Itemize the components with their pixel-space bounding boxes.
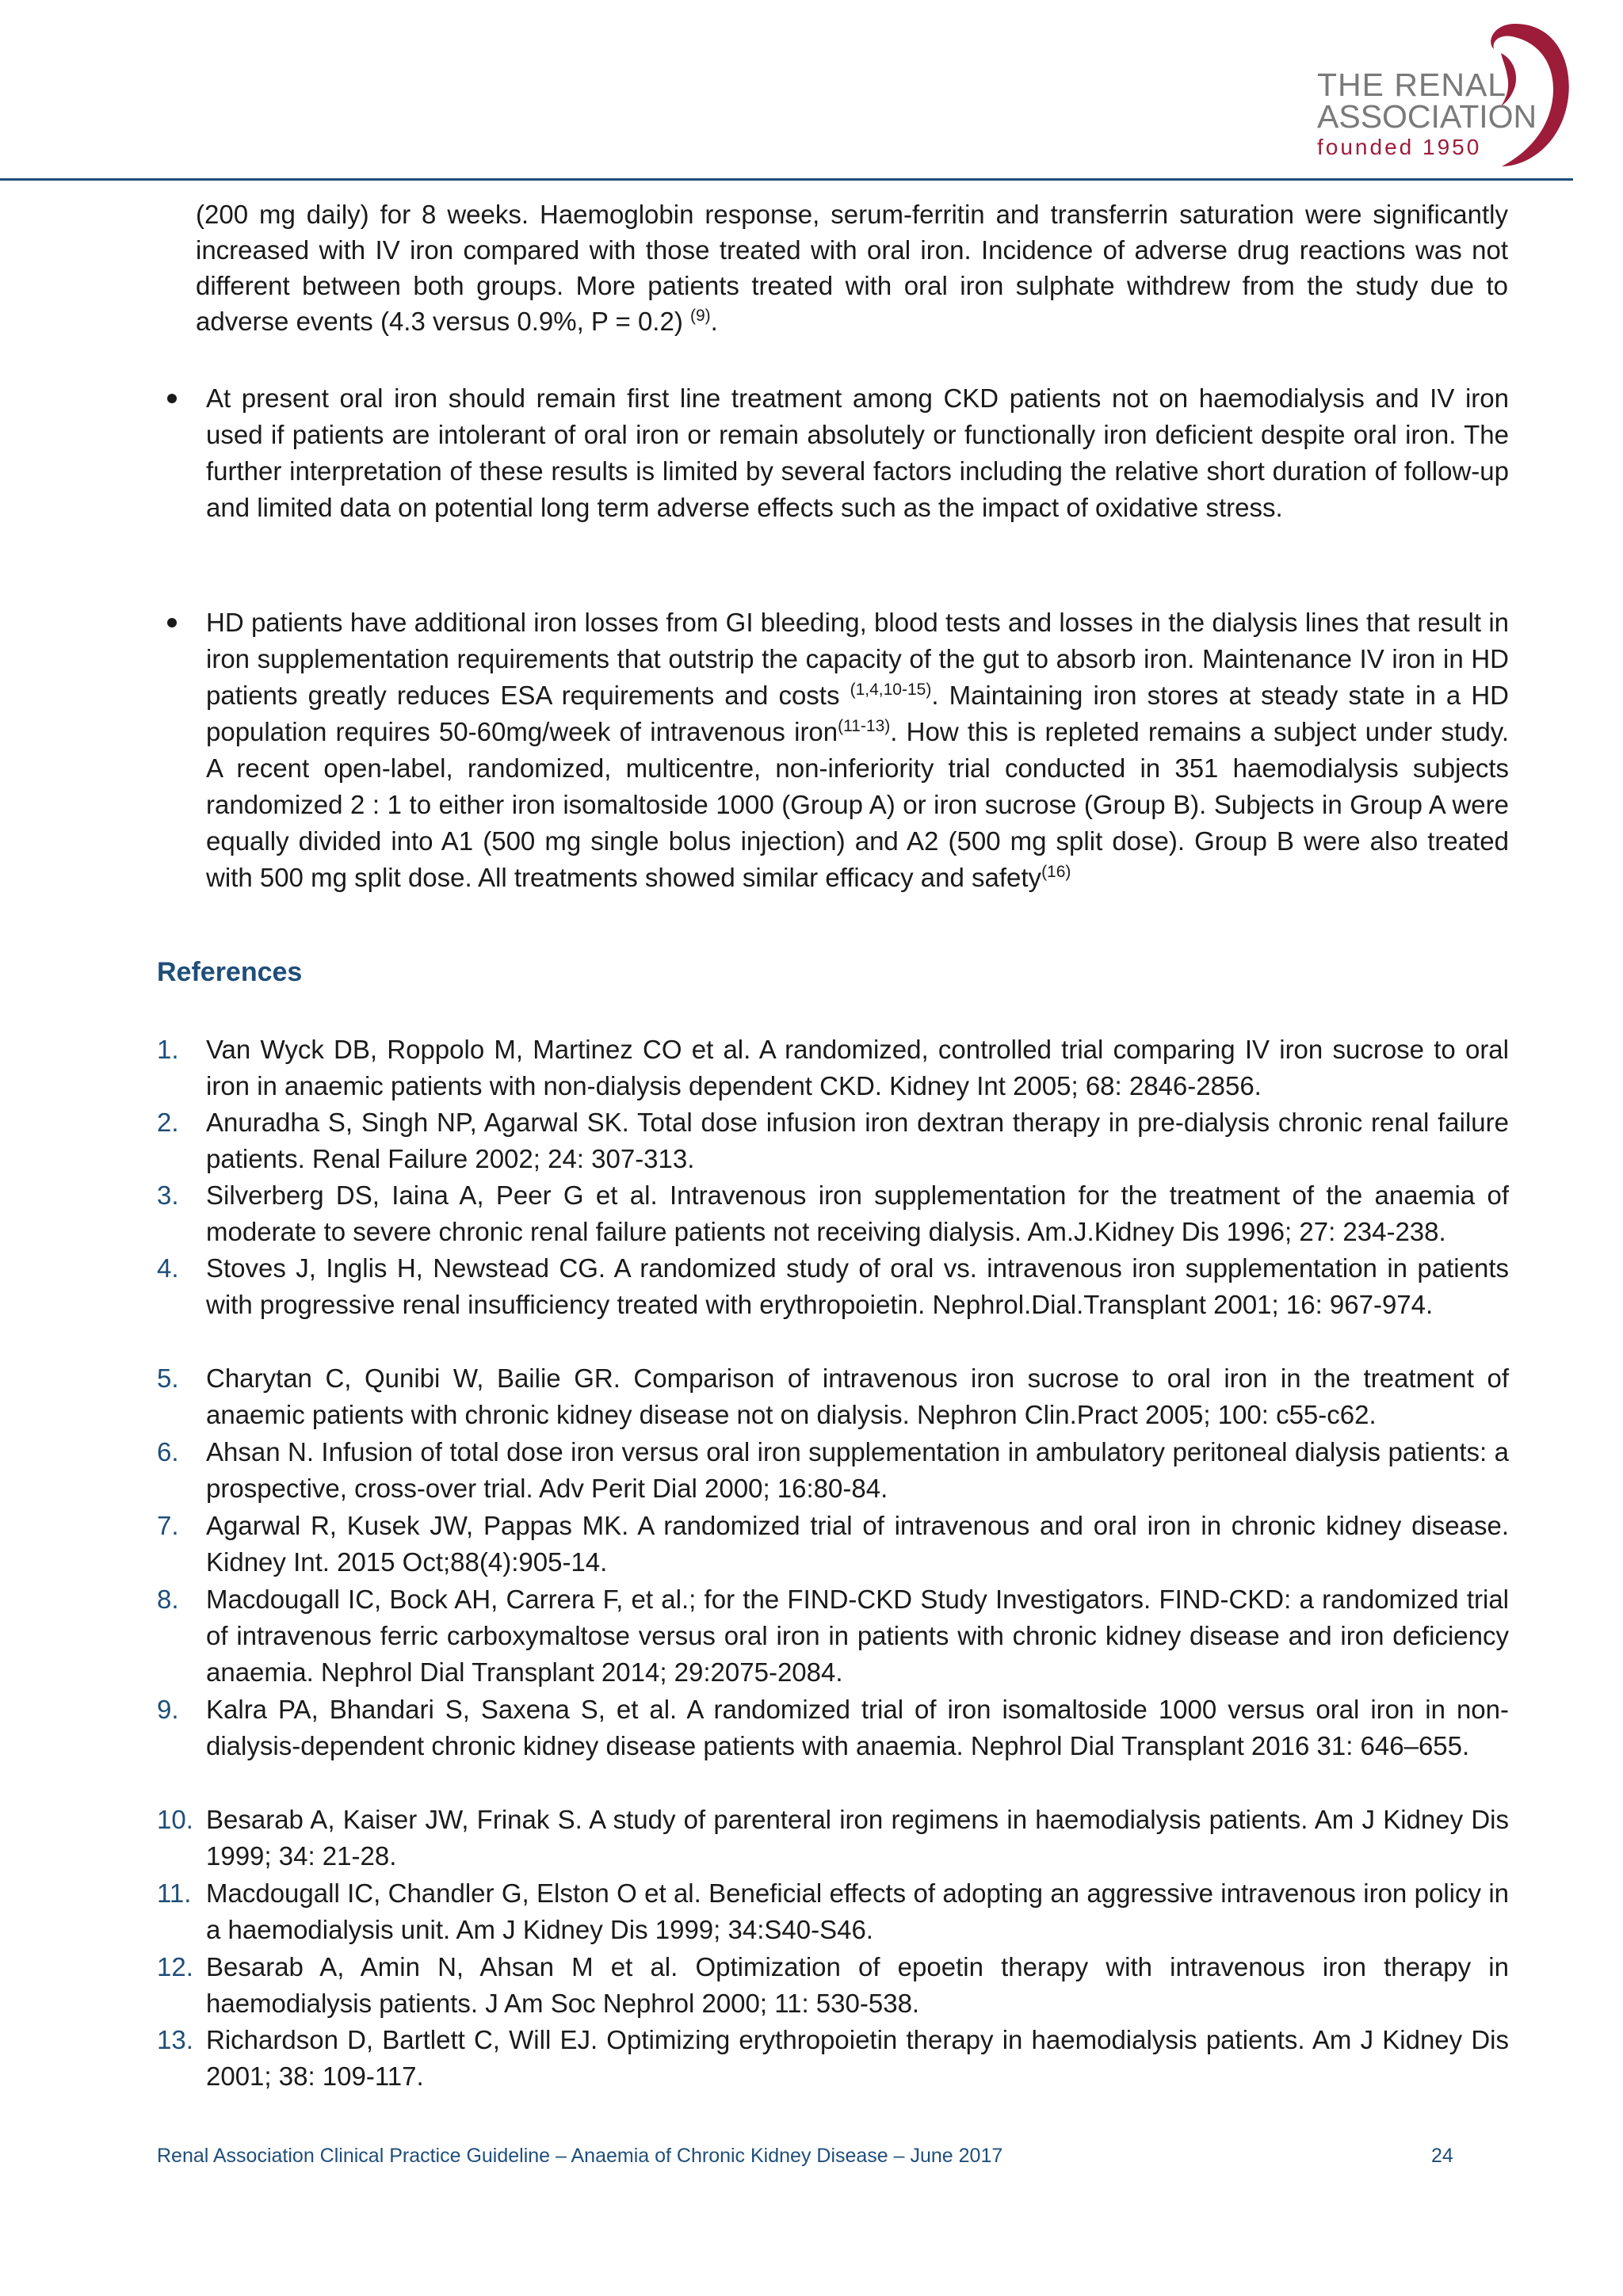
intro-text: (200 mg daily) for 8 weeks. Haemoglobin response, serum-ferritin and transferrin saturation were significantly increased with IV iron compared with those treated with oral iron. Incidence of adverse drug reactions was not different between both groups. More patients treated with oral iron sulphate withdrew from the study due to adverse events (4.3 versus 0.9%, P = 0.2) (196, 200, 1508, 336)
bullet-1-text: At present oral iron should remain first line treatment among CKD patients not on haemodialysis and IV iron used if patients are intolerant of oral iron or remain absolutely or functionally iron deficient despite oral iron. The further interpretation of these results is limited by several factors including the relative short duration of follow-up and limited data on potential long term adverse effects such as the impact of oxidative stress. (206, 383, 1509, 522)
reference-text: Stoves J, Inglis H, Newstead CG. A randomized study of oral vs. intravenous iron supplementation in patients with progressive renal insufficiency treated with erythropoietin. Nephrol.Dial.Transplant 2001; 16: 967-974. (206, 1253, 1509, 1319)
logo-line-2: ASSOCIATION (1317, 98, 1537, 135)
reference-text: Agarwal R, Kusek JW, Pappas MK. A randomized trial of intravenous and oral iron in chronic kidney disease. Kidney Int. 2015 Oct;88(4):905-14. (206, 1511, 1509, 1577)
reference-text: Charytan C, Qunibi W, Bailie GR. Comparison of intravenous iron sucrose to oral iron in the treatment of anaemic patients with chronic kidney disease not on dialysis. Nephron Clin.Pract 2005; 100: c55-c62. (206, 1363, 1509, 1429)
reference-text: Macdougall IC, Bock AH, Carrera F, et al.; for the FIND-CKD Study Investigators. FIND-CKD: a randomized trial of intravenous ferric carboxymaltose versus oral iron in patients with chronic kidney disease and iron deficiency anaemia. Nephrol Dial Transplant 2014; 29:2075-2084. (206, 1585, 1509, 1687)
reference-number: 4. (157, 1253, 179, 1283)
reference-number: 1. (157, 1035, 179, 1064)
bullet-2-citation-2: (11-13) (838, 717, 891, 735)
bullet-paragraph-2 (206, 605, 1509, 896)
intro-end: . (710, 307, 718, 336)
header-divider (0, 178, 1573, 181)
renal-association-logo (1308, 17, 1577, 172)
reference-text: Ahsan N. Infusion of total dose iron versus oral iron supplementation in ambulatory peritoneal dialysis patients: a prospective, cross-over trial. Adv Perit Dial 2000; 16:80-84. (206, 1437, 1509, 1503)
reference-text: Anuradha S, Singh NP, Agarwal SK. Total dose infusion iron dextran therapy in pre-dialysis chronic renal failure patients. Renal Failure 2002; 24: 307-313. (206, 1108, 1509, 1173)
bullet-icon (167, 394, 177, 403)
references-heading: References (157, 957, 303, 987)
reference-text: Van Wyck DB, Roppolo M, Martinez CO et al. A randomized, controlled trial comparing IV iron sucrose to oral iron in anaemic patients with non-dialysis dependent CKD. Kidney Int 2005; 68: 2846-2856. (206, 1035, 1509, 1100)
reference-number: 6. (157, 1437, 179, 1466)
bullet-2-text-part2: . Maintaining iron stores at steady state in a HD population requires 50-60mg/week of intravenous iron (206, 681, 1510, 746)
reference-number: 7. (157, 1511, 179, 1540)
bullet-2-text-part1: HD patients have additional iron losses from GI bleeding, blood tests and losses in the dialysis lines that result in iron supplementation requirements that outstrip the capacity of the gut to absorb iron. Maintenance IV iron in HD patients greatly reduces ESA requirements and costs (206, 608, 1509, 710)
reference-text: Kalra PA, Bhandari S, Saxena S, et al. A randomized trial of iron isomaltoside 1000 versus oral iron in non-dialysis-dependent chronic kidney disease patients with anaemia. Nephrol Dial Transplant 2016 31: 646–655. (206, 1695, 1509, 1760)
intro-paragraph (196, 196, 1508, 339)
reference-number: 12. (157, 1952, 193, 1981)
intro-citation: (9) (689, 307, 711, 325)
reference-text: Silverberg DS, Iaina A, Peer G et al. Intravenous iron supplementation for the treatment of the anaemia of moderate to severe chronic renal failure patients not receiving dialysis. Am.J.Kidney Dis 1996; 27: 234-238. (206, 1180, 1509, 1246)
reference-text: Besarab A, Kaiser JW, Frinak S. A study of parenteral iron regimens in haemodialysis patients. Am J Kidney Dis 1999; 34: 21-28. (206, 1805, 1509, 1871)
bullet-2-text-part3: . How this is repleted remains a subject under study. A recent open-label, randomized, multicentre, non-inferiority trial conducted in 351 haemodialysis subjects randomized 2 : 1 to either iron isomaltoside 1000 (Group A) or iron sucrose (Group B). Subjects in Group A were equally divided into A1 (500 mg single bolus injection) and A2 (500 mg split dose). Group B were also treated with 500 mg split dose. All treatments showed similar efficacy and safety (206, 717, 1509, 892)
bullet-paragraph-1 (206, 380, 1509, 526)
reference-number: 5. (157, 1363, 179, 1393)
page-number: 24 (1431, 2145, 1453, 2167)
reference-text: Besarab A, Amin N, Ahsan M et al. Optimization of epoetin therapy with intravenous iron therapy in haemodialysis patients. J Am Soc Nephrol 2000; 11: 530-538. (206, 1952, 1509, 2018)
footer-title: Renal Association Clinical Practice Guideline – Anaemia of Chronic Kidney Disease – June 2017 (157, 2145, 1003, 2167)
reference-text: Richardson D, Bartlett C, Will EJ. Optimizing erythropoietin therapy in haemodialysis patients. Am J Kidney Dis 2001; 38: 109-117. (206, 2025, 1509, 2091)
bullet-2-citation-3: (16) (1041, 863, 1071, 881)
logo-line-3: founded 1950 (1317, 135, 1482, 159)
reference-number: 2. (157, 1108, 179, 1137)
bullet-icon (167, 618, 177, 627)
reference-number: 9. (157, 1695, 179, 1724)
reference-number: 11. (157, 1878, 192, 1908)
bullet-2-citation-1: (1,4,10-15) (850, 681, 932, 699)
reference-number: 3. (157, 1180, 179, 1210)
reference-number: 10. (157, 1805, 193, 1834)
logo-line-1: THE RENAL (1317, 67, 1507, 103)
reference-number: 8. (157, 1585, 179, 1614)
reference-text: Macdougall IC, Chandler G, Elston O et al. Beneficial effects of adopting an aggressive intravenous iron policy in a haemodialysis unit. Am J Kidney Dis 1999; 34:S40-S46. (206, 1878, 1509, 1944)
reference-number: 13. (157, 2025, 193, 2054)
